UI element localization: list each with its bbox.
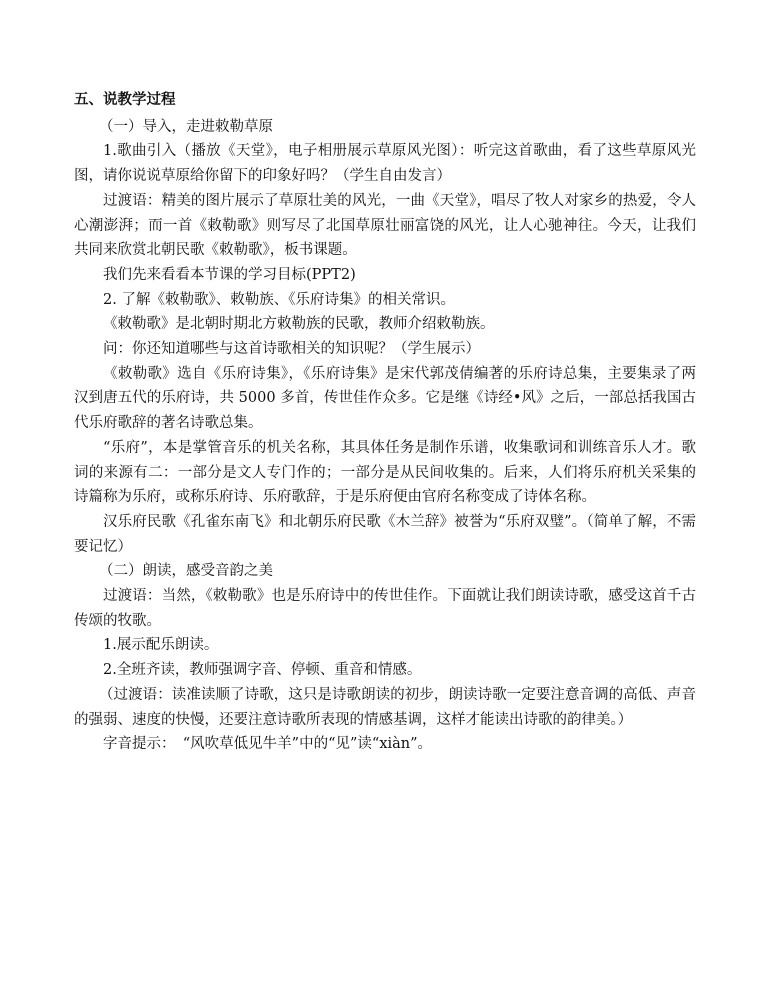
paragraph-step-2-reading: 2.全班齐读，教师强调字音、停顿、重音和情感。 [103, 662, 422, 679]
subsection-heading-reading: （二）朗读，感受音韵之美 [99, 563, 273, 580]
paragraph-learning-goals: 我们先来看看本节课的学习目标(PPT2) [103, 266, 356, 283]
paragraph-chile-song-origin: 《敕勒歌》是北朝时期北方敕勒族的民歌，教师介绍敕勒族。 [103, 316, 495, 333]
paragraph-song-intro: 1.歌曲引入（播放《天堂》，电子相册展示草原风光图）：听完这首歌曲，看了这些草原风光图，请你说说草原给你留下的印象好吗？（学生自由发言） [74, 143, 696, 185]
paragraph-question: 问：你还知道哪些与这首诗歌相关的知识呢？（学生展示） [103, 341, 480, 358]
document-page [74, 88, 696, 757]
section-title: 五、说教学过程 [74, 91, 176, 108]
paragraph-transition-1: 过渡语：精美的图片展示了草原壮美的风光，一曲《天堂》，唱尽了牧人对家乡的热爱，令人心潮澎湃；而一首《敕勒歌》则写尽了北国草原壮丽富饶的风光，让人心驰神往。今天，让我们共同来欣赏北朝民歌《敕勒歌》，板书课题。 [74, 192, 696, 259]
paragraph-transition-2: 过渡语：当然，《敕勒歌》也是乐府诗中的传世佳作。下面就让我们朗读诗歌，感受这首千古传颂的牧歌。 [74, 588, 696, 629]
paragraph-yuefu-collection: 《敕勒歌》选自《乐府诗集》，《乐府诗集》是宋代郭茂倩编著的乐府诗总集，主要集录了两汉到唐五代的乐府诗，共 5000 多首，传世佳作众多。它是继《诗经•风》之后，一部总括我国古代乐府歌辞的著名诗歌总集。 [74, 365, 696, 432]
paragraph-yuefu-definition: “乐府”，本是掌管音乐的机关名称，其具体任务是制作乐谱，收集歌词和训练音乐人才。歌词的来源有二：一部分是文人专门作的；一部分是从民间收集的。后来，人们将乐府机关采集的诗篇称为乐府，或称乐府诗、乐府歌辞，于是乐府便由官府名称变成了诗体名称。 [74, 439, 696, 506]
paragraph-step-2: 2. 了解《敕勒歌》、敕勒族、《乐府诗集》的相关常识。 [103, 291, 455, 308]
paragraph-step-1-reading: 1.展示配乐朗读。 [103, 637, 219, 654]
subsection-heading-intro: （一）导入，走进敕勒草原 [99, 118, 273, 135]
paragraph-pronunciation-tip: 字音提示： “风吹草低见牛羊”中的“见”读“xiàn”。 [103, 736, 433, 753]
paragraph-transition-3: （过渡语：读准读顺了诗歌，这只是诗歌朗读的初步，朗读诗歌一定要注意音调的高低、声音的强弱、速度的快慢，还要注意诗歌所表现的情感基调，这样才能读出诗歌的韵律美。） [74, 686, 696, 728]
paragraph-yuefu-twin-jades: 汉乐府民歌《孔雀东南飞》和北朝乐府民歌《木兰辞》被誉为“乐府双璧”。（简单了解，不需要记忆） [74, 513, 696, 555]
